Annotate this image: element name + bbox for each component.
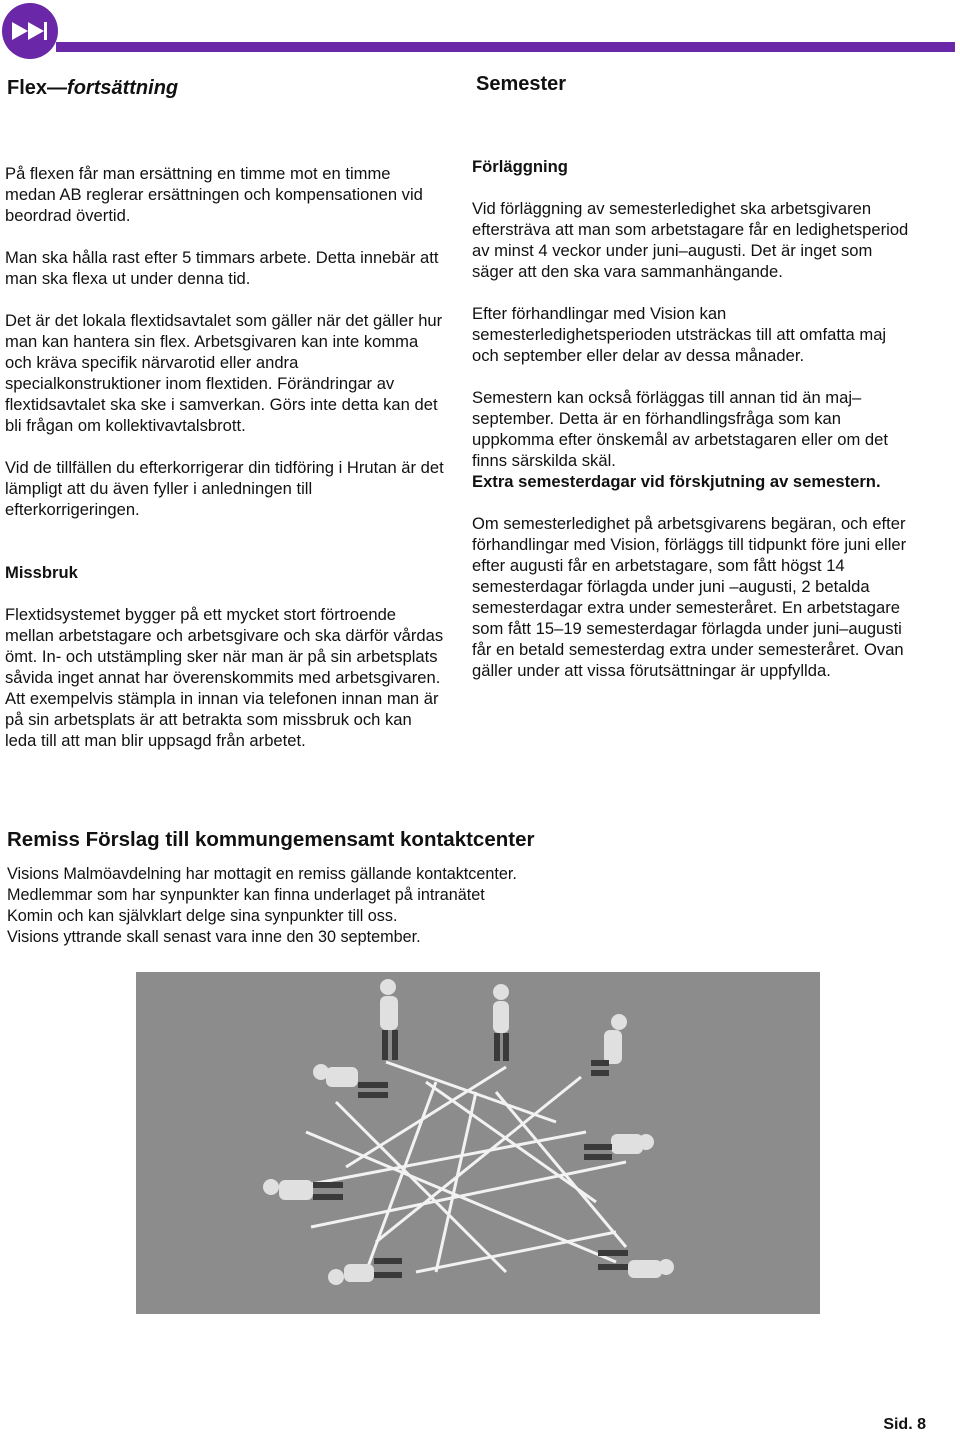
- forlaggning-heading: Förläggning: [472, 157, 568, 176]
- remiss-line: Visions Malmöavdelning har mottagit en remiss gällande kontaktcenter.: [7, 865, 517, 883]
- left-paragraph: Vid de tillfällen du efterkorrigerar din tidföring i Hrutan är det lämpligt att du även fyller i anledningen till efterkorrigeringen.: [5, 458, 444, 519]
- title-dash: —: [47, 77, 68, 99]
- right-paragraph: Efter förhandlingar med Vision kan semesterledighetsperioden utsträckas till att omfatta maj och september eller delar av dessa månader.: [472, 304, 887, 365]
- left-paragraph: Det är det lokala flextidsavtalet som gäller när det gäller hur man kan hantera sin flex. Arbetsgivaren kan inte komma och kräva specifik närvarotid eller andra specialkonstruktioner inom flextiden. Förändringar av flextidsavtalet ska ske i samverkan. Görs inte detta kan det bli frågan om kollektivavtalsbrott.: [5, 311, 443, 435]
- right-paragraph: Om semesterledighet på arbetsgivarens begäran, och efter förhandlingar med Vision, förläggs till tidpunkt före juni eller efter augusti får en arbetstagare, som fått högst 14 semesterdagar förlagda under juni –augusti, 2 betalda semesterdagar extra under semesteråret. En arbetstagare som fått 15–19 semesterdagar förlagda under juni–augusti får en betald semesterdag extra under semesteråret. Ovan gäller under att vissa förutsättningar är uppfyllda.: [472, 514, 907, 680]
- title-main: Flex: [7, 77, 48, 99]
- page-number: Sid. 8: [883, 1416, 926, 1433]
- header-logo: [2, 3, 58, 59]
- left-column: [5, 163, 445, 751]
- right-column-title: Semester: [476, 73, 567, 95]
- people-with-ropes-photo: [136, 972, 820, 1314]
- remiss-line: Komin och kan självklart delge sina synpunkter till oss.: [7, 907, 398, 925]
- left-column-title: [7, 77, 178, 100]
- right-column: [472, 156, 912, 681]
- left-paragraph: På flexen får man ersättning en timme mot en timme medan AB reglerar ersättningen och kompensationen vid beordrad övertid.: [5, 164, 423, 225]
- remiss-line: Medlemmar som har synpunkter kan finna underlaget på intranätet: [7, 886, 485, 904]
- extra-heading: Extra semesterdagar vid förskjutning av semestern.: [472, 472, 881, 491]
- left-paragraph: Man ska hålla rast efter 5 timmars arbete. Detta innebär att man ska flexa ut under denna tid.: [5, 248, 439, 288]
- right-paragraph: Vid förläggning av semesterledighet ska arbetsgivaren eftersträva att man som arbetstagare får en ledighetsperiod av minst 4 veckor under juni–augusti. Det är inget som säger att den ska vara sammanhängande.: [472, 199, 909, 281]
- right-paragraph: Semestern kan också förläggas till annan tid än maj–september. Detta är en förhandlingsfråga som kan uppkomma efter önskemål av arbetstagaren eller om det finns särskilda skäl.: [472, 388, 888, 470]
- header-bar: [56, 42, 955, 52]
- fast-forward-icon: [2, 3, 58, 59]
- missbruk-heading: Missbruk: [5, 563, 78, 582]
- remiss-title: Remiss Förslag till kommungemensamt kontaktcenter: [7, 828, 535, 851]
- left-paragraph: Flextidsystemet bygger på ett mycket stort förtroende mellan arbetstagare och arbetsgivare och ska därför vårdas ömt. In- och utstämpling sker när man är på sin arbetsplats såvida inget annat har överenskommits med arbetsgivaren. Att exempelvis stämpla in innan via telefonen innan man är på sin arbetsplats är att betrakta som missbruk och kan leda till att man blir uppsagd från arbetet.: [5, 605, 444, 750]
- title-italic: fortsättning: [67, 77, 179, 99]
- remiss-body: [7, 864, 707, 948]
- remiss-line: Visions yttrande skall senast vara inne den 30 september.: [7, 928, 421, 946]
